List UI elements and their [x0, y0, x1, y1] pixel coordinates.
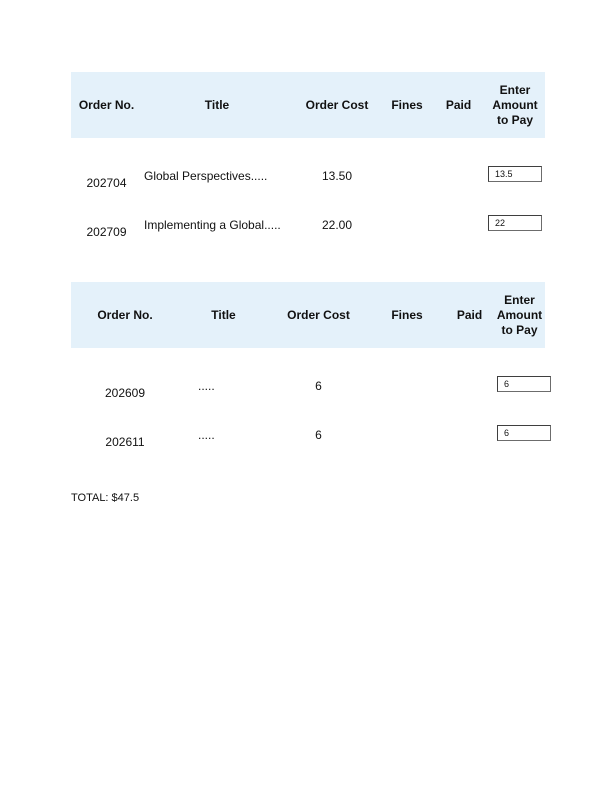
order-no: 202709	[86, 225, 127, 239]
header-title: Title	[211, 307, 236, 322]
orders-table-1	[71, 72, 545, 248]
order-no-cell	[71, 138, 142, 202]
paid-cell	[432, 202, 485, 248]
table-row	[71, 412, 545, 458]
header-paid: Paid	[456, 307, 483, 322]
amount-cell	[494, 348, 545, 412]
table-row	[71, 138, 545, 202]
order-no: 202704	[86, 176, 127, 190]
amount-cell	[485, 202, 545, 248]
total-amount: TOTAL: $47.5	[71, 492, 140, 504]
order-no: 202611	[105, 435, 145, 449]
title-cell: Global Perspectives.....	[144, 169, 268, 183]
title-cell: .....	[198, 379, 215, 393]
fines-cell	[369, 412, 445, 458]
table-row	[71, 348, 545, 412]
order-cost-cell: 6	[315, 379, 322, 393]
paid-cell	[445, 348, 494, 412]
header-order-no: Order No.	[78, 97, 135, 112]
title-cell: .....	[198, 428, 215, 442]
amount-to-pay-input[interactable]	[488, 215, 542, 231]
table-header-row	[71, 282, 545, 348]
order-no: 202609	[104, 386, 146, 400]
fines-cell	[369, 348, 445, 412]
paid-cell	[432, 138, 485, 202]
order-cost-cell: 22.00	[321, 218, 353, 232]
order-no-cell	[71, 202, 142, 248]
table-row	[71, 202, 545, 248]
header-order-no: Order No.	[97, 307, 153, 322]
amount-to-pay-input[interactable]	[497, 425, 551, 441]
table-header-row	[71, 72, 545, 138]
header-order-cost: Order Cost	[287, 307, 350, 322]
header-order-cost: Order Cost	[305, 97, 369, 112]
order-no-cell	[71, 412, 179, 458]
header-title: Title	[204, 97, 230, 112]
order-cost-cell: 6	[315, 428, 322, 442]
order-cost-cell: 13.50	[321, 169, 353, 183]
orders-table-2	[71, 282, 545, 458]
amount-to-pay-input[interactable]	[488, 166, 542, 182]
title-cell: Implementing a Global.....	[144, 218, 281, 232]
amount-cell	[494, 412, 545, 458]
fines-cell	[382, 202, 432, 248]
paid-cell	[445, 412, 494, 458]
header-fines: Fines	[391, 97, 423, 112]
header-enter-amount: Enter Amount to Pay	[492, 82, 538, 127]
amount-to-pay-input[interactable]	[497, 376, 551, 392]
header-paid: Paid	[445, 97, 472, 112]
header-fines: Fines	[391, 307, 423, 322]
header-enter-amount: Enter Amount to Pay	[496, 292, 543, 337]
amount-cell	[485, 138, 545, 202]
fines-cell	[382, 138, 432, 202]
order-no-cell	[71, 348, 179, 412]
